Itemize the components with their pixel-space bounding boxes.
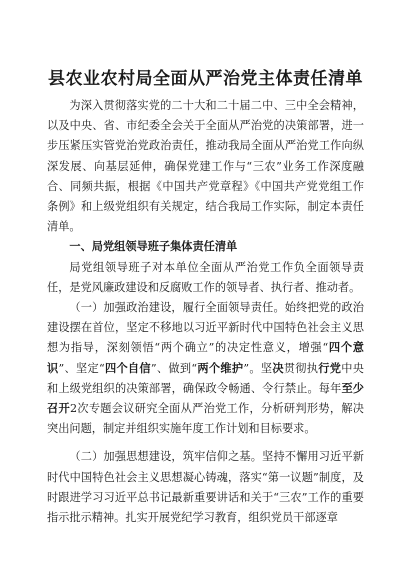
item-two-paragraph: （二）加强思想建设，筑牢信仰之基。坚持不懈用习近平新时代中国特色社会主义思想凝心铸魂，落实“第一议题”制度，及时跟进学习习近平总书记最新重要讲话和关于“三农”工作的重要指示批示精神。扎实开展党纪学习教育，组织党员干部逐章 (47, 450, 364, 525)
document-title: 县农业农村局全面从严治党主体责任清单 (48, 69, 363, 89)
intro-paragraph: 为深入贯彻落实党的二十大和二十届二中、三中全会精神，以及中央、省、市纪委全会关于全面从严治党的决策部署，进一步压紧压实管党治党政治责任，推动我局全面从严治党工作向纵深发展、向基层延伸，确保党建工作与“三农”业务工作深度融合、同频共振，根据《中国共产党章程》《中国共产党党组工作条例》和上级党组织有关规定，结合我局工作实际，制定本责任清单。 (47, 99, 364, 234)
item-one-text-d: ”、做到“ (150, 361, 198, 375)
item-one-text-h: 2次专题会议研究全面从严治党工作，分析研判形势，解决突出问题，制定并组织实施年度工作计划和目标要求。 (47, 402, 364, 436)
section-heading: 一、局党组领导班子集体责任清单 (69, 240, 238, 254)
section-intro-paragraph: 局党组领导班子对本单位全面从严治党工作负全面领导责任，是党风廉政建设和反腐败工作的领导者、执行者、推动者。 (47, 260, 364, 294)
item-one-text-c: ”、坚定“ (58, 361, 105, 375)
item-one-bold-four-consciousness: 四个意识 (47, 341, 364, 375)
item-one-bold-at-least: 至少召开 (47, 381, 364, 416)
paragraph-gap (47, 439, 364, 447)
item-one-text-f: 贯彻执 (283, 361, 319, 375)
item-one-text-g: 中央和上级党组织的决策部署，确保政令畅通、令行禁止。每年 (47, 361, 364, 395)
item-one-paragraph (47, 298, 364, 439)
item-one-text-a: （一）加强政治建设，履行全面领导责任。始终把党的政治建设摆在首位，坚定不移地以习近平新时代中国特色社会主义思想为指导，深刻领悟“两个确立”的决定性意义，增强“ (47, 301, 364, 355)
item-one-text-e: ”。坚 (243, 361, 273, 375)
item-one-bold-resolute: 决 (272, 361, 284, 375)
item-one-bold-party: 行党 (318, 361, 342, 375)
item-one-bold-two-safeguards: 两个维护 (197, 361, 244, 375)
item-one-bold-four-confidence: 四个自信 (104, 361, 151, 375)
